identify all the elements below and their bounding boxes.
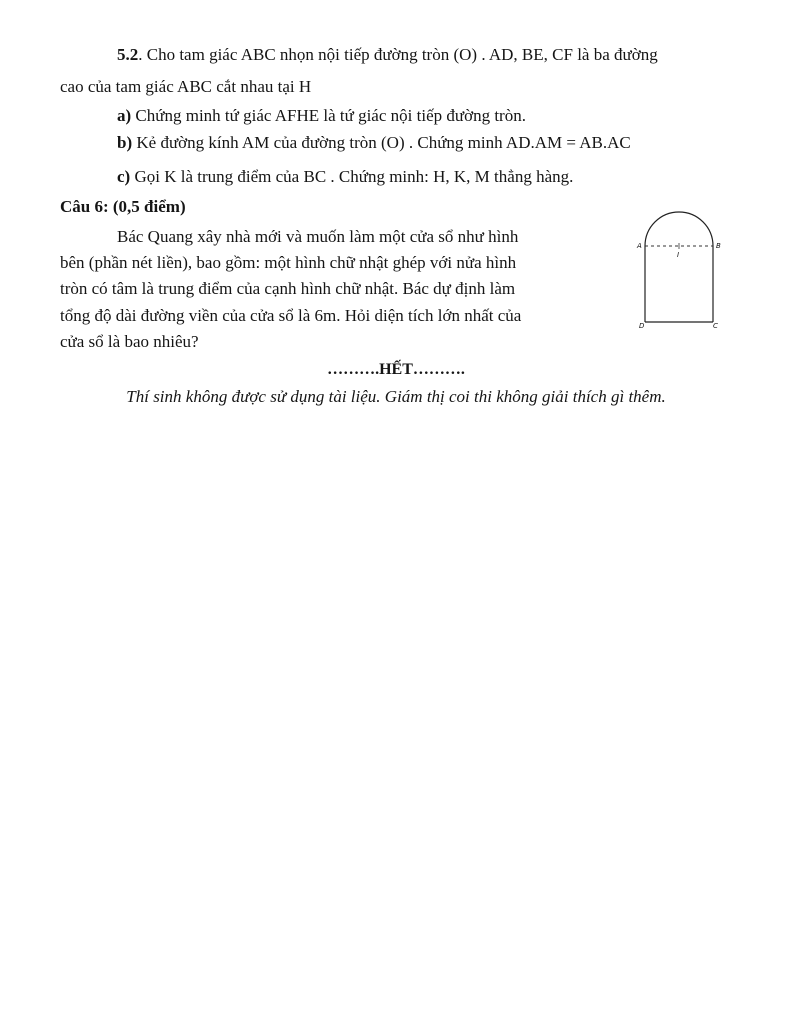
problem-5-2-part-c — [117, 166, 573, 188]
question-6-line-4: tổng độ dài đường viền của cửa sổ là 6m. Hỏi diện tích lớn nhất của — [60, 306, 522, 325]
problem-number: 5.2 — [117, 45, 139, 64]
problem-5-2-text: . Cho tam giác ABC nhọn nội tiếp đường tròn (O) . AD, BE, CF là ba đường — [138, 45, 658, 64]
semicircle-arc — [645, 212, 713, 246]
footer-note: Thí sinh không được sử dụng tài liệu. Giám thị coi thi không giải thích gì thêm. — [126, 387, 666, 406]
part-c-text: Gọi K là trung điểm của BC . Chứng minh: H, K, M thẳng hàng. — [130, 167, 574, 186]
question-6-line-5: cửa sổ là bao nhiêu? — [60, 332, 199, 351]
problem-5-2-line-2: cao của tam giác ABC cắt nhau tại H — [60, 77, 312, 96]
end-marker: ……….HẾT………. — [327, 361, 465, 378]
problem-5-2-part-a — [117, 105, 526, 127]
part-c-label: c) — [117, 167, 131, 186]
question-6-line-2: bên (phần nét liền), bao gồm: một hình chữ nhật ghép với nửa hình — [60, 253, 517, 272]
label-i: I — [677, 251, 680, 259]
label-b: B — [716, 242, 721, 250]
part-b-text: Kẻ đường kính AM của đường tròn (O) . Chứng minh AD.AM = AB.AC — [132, 133, 631, 152]
window-diagram — [630, 208, 730, 332]
label-c: C — [713, 322, 718, 330]
question-6-heading: Câu 6: (0,5 điểm) — [60, 197, 186, 216]
part-a-label: a) — [117, 106, 132, 125]
question-6-line-1: Bác Quang xây nhà mới và muốn làm một cửa sổ như hình — [117, 227, 519, 246]
part-a-text: Chứng minh tứ giác AFHE là tứ giác nội tiếp đường tròn. — [131, 106, 526, 125]
problem-5-2-line-1 — [117, 44, 658, 66]
question-6-line-3: tròn có tâm là trung điểm của cạnh hình chữ nhật. Bác dự định làm — [60, 279, 516, 298]
part-b-label: b) — [117, 133, 133, 152]
label-d: D — [639, 322, 645, 330]
label-a: A — [637, 242, 642, 250]
problem-5-2-part-b — [117, 132, 631, 154]
